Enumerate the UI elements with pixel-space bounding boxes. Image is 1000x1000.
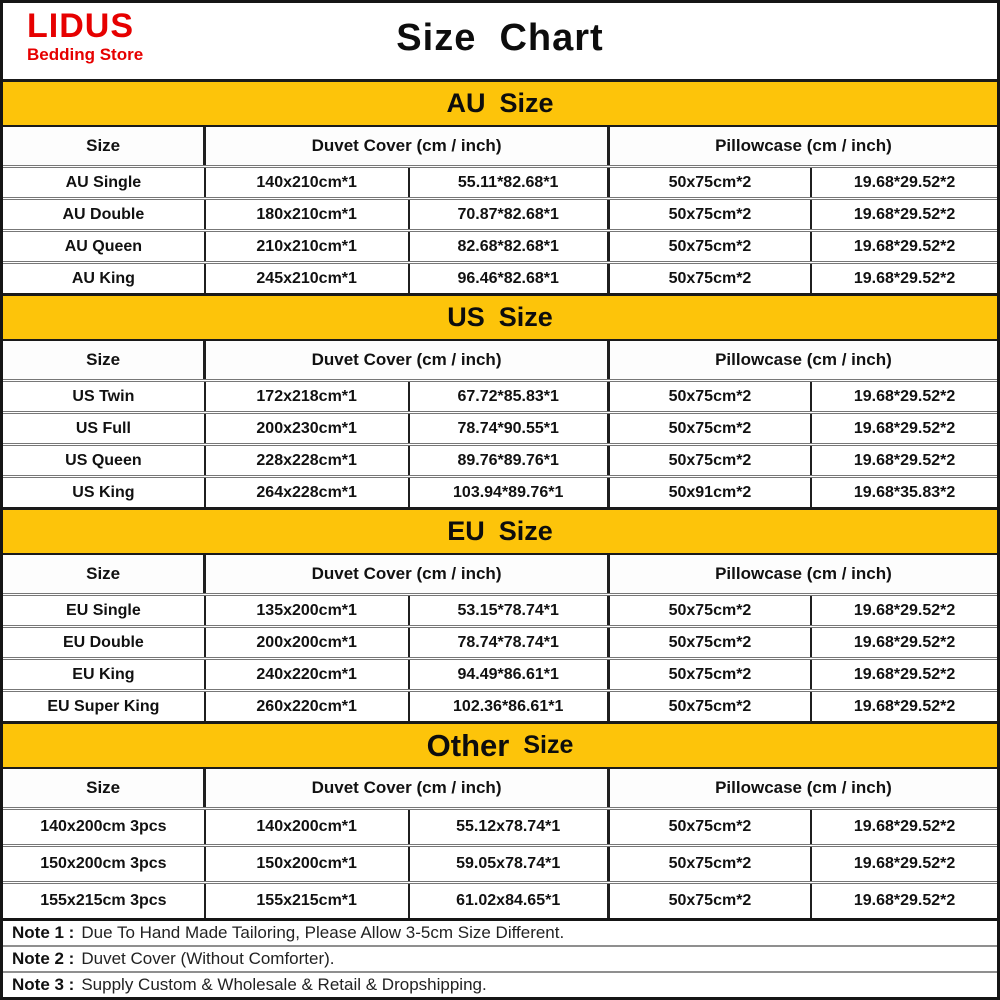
cell-pillow-cm: 50x75cm*2 bbox=[608, 413, 811, 445]
table-row bbox=[3, 627, 997, 659]
section-banner-other bbox=[3, 721, 997, 769]
table-row bbox=[3, 691, 997, 722]
cell-duvet-cm: 200x230cm*1 bbox=[205, 413, 409, 445]
cell-size: EU King bbox=[3, 659, 205, 691]
cell-duvet-inch: 78.74*78.74*1 bbox=[409, 627, 609, 659]
note-label: Note 2 : bbox=[12, 949, 75, 968]
column-header-duvet: Duvet Cover (cm / inch) bbox=[205, 769, 609, 809]
size-table-eu bbox=[3, 555, 997, 721]
cell-pillow-cm: 50x75cm*2 bbox=[608, 263, 811, 294]
table-row bbox=[3, 381, 997, 413]
table-header-row bbox=[3, 127, 997, 167]
cell-size: US Twin bbox=[3, 381, 205, 413]
store-logo-tagline: Bedding Store bbox=[27, 45, 144, 64]
table-header-row bbox=[3, 555, 997, 595]
column-header-duvet: Duvet Cover (cm / inch) bbox=[205, 341, 609, 381]
column-header-size: Size bbox=[3, 555, 205, 595]
note-row bbox=[3, 945, 997, 971]
section-banner-au bbox=[3, 79, 997, 127]
cell-duvet-cm: 240x220cm*1 bbox=[205, 659, 409, 691]
cell-size: 155x215cm 3pcs bbox=[3, 883, 205, 919]
cell-duvet-cm: 210x210cm*1 bbox=[205, 231, 409, 263]
table-row bbox=[3, 595, 997, 627]
column-header-duvet: Duvet Cover (cm / inch) bbox=[205, 127, 609, 167]
cell-duvet-inch: 96.46*82.68*1 bbox=[409, 263, 609, 294]
table-header-row bbox=[3, 341, 997, 381]
cell-duvet-cm: 172x218cm*1 bbox=[205, 381, 409, 413]
cell-pillow-inch: 19.68*35.83*2 bbox=[811, 477, 997, 508]
cell-size: EU Double bbox=[3, 627, 205, 659]
column-header-size: Size bbox=[3, 769, 205, 809]
banner-region-label: EU bbox=[447, 516, 485, 546]
cell-duvet-inch: 59.05x78.74*1 bbox=[409, 846, 609, 883]
column-header-duvet: Duvet Cover (cm / inch) bbox=[205, 555, 609, 595]
banner-region-label: AU bbox=[446, 88, 486, 118]
table-row bbox=[3, 846, 997, 883]
cell-duvet-inch: 102.36*86.61*1 bbox=[409, 691, 609, 722]
cell-pillow-cm: 50x75cm*2 bbox=[608, 691, 811, 722]
cell-duvet-inch: 67.72*85.83*1 bbox=[409, 381, 609, 413]
note-label: Note 1 : bbox=[12, 923, 75, 942]
banner-size-label: Size bbox=[499, 88, 554, 118]
cell-pillow-inch: 19.68*29.52*2 bbox=[811, 231, 997, 263]
cell-duvet-cm: 245x210cm*1 bbox=[205, 263, 409, 294]
cell-duvet-cm: 150x200cm*1 bbox=[205, 846, 409, 883]
note-text: Due To Hand Made Tailoring, Please Allow 3-5cm Size Different. bbox=[81, 923, 565, 942]
size-table-us bbox=[3, 341, 997, 507]
cell-duvet-cm: 228x228cm*1 bbox=[205, 445, 409, 477]
table-header-row bbox=[3, 769, 997, 809]
cell-duvet-cm: 260x220cm*1 bbox=[205, 691, 409, 722]
section-banner-eu bbox=[3, 507, 997, 555]
cell-duvet-inch: 89.76*89.76*1 bbox=[409, 445, 609, 477]
cell-size: 150x200cm 3pcs bbox=[3, 846, 205, 883]
cell-pillow-cm: 50x75cm*2 bbox=[608, 627, 811, 659]
column-header-pillowcase: Pillowcase (cm / inch) bbox=[608, 341, 997, 381]
banner-region-label: Other bbox=[426, 727, 510, 763]
cell-pillow-inch: 19.68*29.52*2 bbox=[811, 659, 997, 691]
cell-pillow-inch: 19.68*29.52*2 bbox=[811, 413, 997, 445]
cell-duvet-cm: 140x210cm*1 bbox=[205, 167, 409, 199]
table-row bbox=[3, 477, 997, 508]
table-row bbox=[3, 167, 997, 199]
size-table-other bbox=[3, 769, 997, 918]
banner-size-label: Size bbox=[523, 731, 574, 759]
note-label: Note 3 : bbox=[12, 975, 75, 994]
banner-size-label: Size bbox=[498, 516, 553, 546]
cell-duvet-cm: 155x215cm*1 bbox=[205, 883, 409, 919]
cell-pillow-inch: 19.68*29.52*2 bbox=[811, 381, 997, 413]
table-row bbox=[3, 659, 997, 691]
cell-duvet-cm: 180x210cm*1 bbox=[205, 199, 409, 231]
cell-size: AU Double bbox=[3, 199, 205, 231]
page-title: Size Chart bbox=[396, 17, 604, 59]
table-row bbox=[3, 413, 997, 445]
page-header bbox=[3, 3, 997, 79]
cell-duvet-cm: 264x228cm*1 bbox=[205, 477, 409, 508]
cell-pillow-cm: 50x75cm*2 bbox=[608, 381, 811, 413]
table-row bbox=[3, 809, 997, 846]
cell-pillow-inch: 19.68*29.52*2 bbox=[811, 199, 997, 231]
table-row bbox=[3, 199, 997, 231]
notes-section bbox=[3, 918, 997, 997]
size-table-au bbox=[3, 127, 997, 293]
cell-pillow-inch: 19.68*29.52*2 bbox=[811, 627, 997, 659]
cell-pillow-cm: 50x75cm*2 bbox=[608, 846, 811, 883]
cell-size: US Full bbox=[3, 413, 205, 445]
table-row bbox=[3, 231, 997, 263]
table-row bbox=[3, 445, 997, 477]
cell-pillow-inch: 19.68*29.52*2 bbox=[811, 167, 997, 199]
column-header-pillowcase: Pillowcase (cm / inch) bbox=[608, 769, 997, 809]
cell-size: 140x200cm 3pcs bbox=[3, 809, 205, 846]
cell-pillow-cm: 50x75cm*2 bbox=[608, 167, 811, 199]
cell-duvet-inch: 61.02x84.65*1 bbox=[409, 883, 609, 919]
cell-size: EU Super King bbox=[3, 691, 205, 722]
cell-pillow-inch: 19.68*29.52*2 bbox=[811, 846, 997, 883]
cell-pillow-cm: 50x75cm*2 bbox=[608, 595, 811, 627]
cell-size: EU Single bbox=[3, 595, 205, 627]
cell-duvet-inch: 55.11*82.68*1 bbox=[409, 167, 609, 199]
table-row bbox=[3, 883, 997, 919]
cell-duvet-inch: 103.94*89.76*1 bbox=[409, 477, 609, 508]
column-header-size: Size bbox=[3, 341, 205, 381]
cell-duvet-inch: 82.68*82.68*1 bbox=[409, 231, 609, 263]
column-header-size: Size bbox=[3, 127, 205, 167]
banner-size-label: Size bbox=[498, 302, 553, 332]
column-header-pillowcase: Pillowcase (cm / inch) bbox=[608, 127, 997, 167]
note-text: Duvet Cover (Without Comforter). bbox=[81, 949, 335, 968]
store-logo-name: LIDUS bbox=[27, 7, 134, 45]
cell-duvet-inch: 94.49*86.61*1 bbox=[409, 659, 609, 691]
cell-size: AU Single bbox=[3, 167, 205, 199]
cell-pillow-inch: 19.68*29.52*2 bbox=[811, 691, 997, 722]
cell-size: AU King bbox=[3, 263, 205, 294]
section-banner-us bbox=[3, 293, 997, 341]
cell-pillow-cm: 50x75cm*2 bbox=[608, 199, 811, 231]
cell-pillow-inch: 19.68*29.52*2 bbox=[811, 263, 997, 294]
cell-pillow-cm: 50x75cm*2 bbox=[608, 445, 811, 477]
cell-pillow-cm: 50x75cm*2 bbox=[608, 809, 811, 846]
cell-pillow-cm: 50x91cm*2 bbox=[608, 477, 811, 508]
table-row bbox=[3, 263, 997, 294]
cell-duvet-inch: 53.15*78.74*1 bbox=[409, 595, 609, 627]
note-row bbox=[3, 921, 997, 945]
cell-pillow-cm: 50x75cm*2 bbox=[608, 231, 811, 263]
cell-size: AU Queen bbox=[3, 231, 205, 263]
cell-pillow-inch: 19.68*29.52*2 bbox=[811, 809, 997, 846]
note-row bbox=[3, 971, 997, 997]
cell-size: US Queen bbox=[3, 445, 205, 477]
banner-region-label: US bbox=[447, 302, 485, 332]
cell-pillow-inch: 19.68*29.52*2 bbox=[811, 595, 997, 627]
note-text: Supply Custom & Wholesale & Retail & Dropshipping. bbox=[81, 975, 487, 994]
column-header-pillowcase: Pillowcase (cm / inch) bbox=[608, 555, 997, 595]
cell-pillow-cm: 50x75cm*2 bbox=[608, 883, 811, 919]
cell-pillow-inch: 19.68*29.52*2 bbox=[811, 883, 997, 919]
cell-duvet-inch: 55.12x78.74*1 bbox=[409, 809, 609, 846]
cell-pillow-cm: 50x75cm*2 bbox=[608, 659, 811, 691]
cell-duvet-cm: 200x200cm*1 bbox=[205, 627, 409, 659]
cell-duvet-inch: 78.74*90.55*1 bbox=[409, 413, 609, 445]
cell-duvet-cm: 140x200cm*1 bbox=[205, 809, 409, 846]
cell-duvet-inch: 70.87*82.68*1 bbox=[409, 199, 609, 231]
cell-pillow-inch: 19.68*29.52*2 bbox=[811, 445, 997, 477]
cell-size: US King bbox=[3, 477, 205, 508]
cell-duvet-cm: 135x200cm*1 bbox=[205, 595, 409, 627]
